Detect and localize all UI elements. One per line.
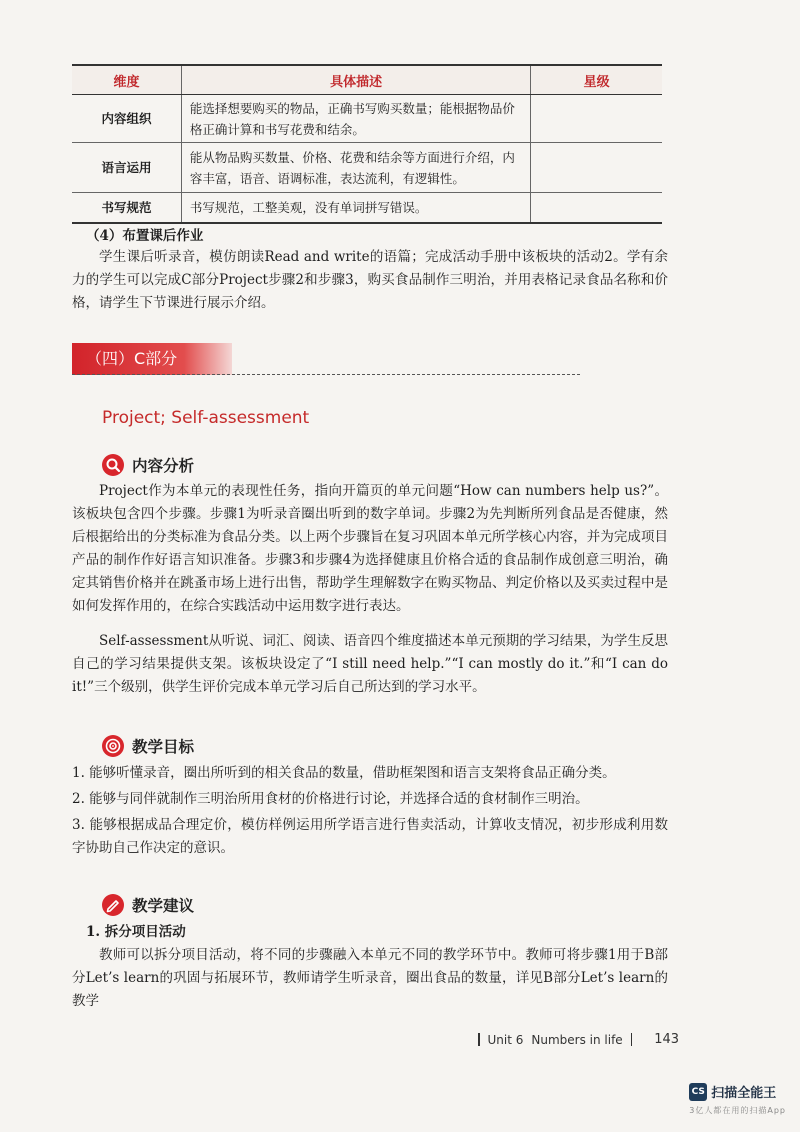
section-divider (72, 374, 580, 375)
homework-text: 学生课后听录音，模仿朗读Read and write的语篇；完成活动手册中该板块的活动2。学有余力的学生可以完成C部分Project步骤2和步骤3，购买食品制作三明治，并用表格记录食品名称和价格，请学生下节课进行展示介绍。 (72, 249, 668, 311)
search-icon (102, 454, 124, 476)
section-title: Project; Self-assessment (102, 408, 310, 428)
page-footer (478, 1032, 679, 1047)
suggestions-heading: 教学建议 (132, 897, 195, 915)
footer-title: Numbers in life (531, 1032, 623, 1047)
analysis-header (102, 452, 194, 478)
goals-heading: 教学目标 (132, 738, 195, 756)
footer-divider (631, 1033, 633, 1046)
suggestions-header (102, 892, 194, 918)
scanner-watermark (689, 1082, 786, 1116)
analysis-paragraph-2: Self-assessment从听说、词汇、阅读、语音四个维度描述本单元预期的学习结果，为学生反思自己的学习结果提供支架。该板块设定了“I still need help.”“I can mostly do it.”和“I can do it!”三个级别，供学生评价完成本单元学习后自己所达到的学习水平。 (72, 633, 668, 695)
table-cell-description: 书写规范，工整美观，没有单词拼写错误。 (181, 193, 530, 223)
analysis-paragraph-1: Project作为本单元的表现性任务，指向开篇页的单元问题“How can numbers help us?”。该板块包含四个步骤。步骤1为听录音圈出听到的数字单词。步骤2为先判断所列食品是否健康，然后根据给出的分类标准为食品分类。以上两个步骤旨在复习巩固本单元所学核心内容，并为完成项目产品的制作作好语言知识准备。步骤3和步骤4为选择健康且价格合适的食品制作成创意三明治，确定其销售价格并在跳蚤市场上进行出售，帮助学生理解数字在购买物品、判定价格以及买卖过程中是如何发挥作用的，在综合实践活动中运用数字进行表达。 (72, 483, 668, 614)
scanner-brand: 扫描全能王 (711, 1086, 777, 1101)
goals-header (102, 733, 194, 759)
footer-divider (478, 1033, 480, 1046)
table-cell-dimension: 书写规范 (72, 193, 181, 223)
scanner-logo-icon: CS (689, 1083, 707, 1101)
table-header-row (72, 65, 662, 95)
section-banner: （四）C部分 (72, 343, 232, 375)
table-cell-dimension: 内容组织 (72, 95, 181, 143)
homework-heading: （4）布置课后作业 (86, 228, 204, 244)
table-row (72, 143, 662, 193)
table-cell-dimension: 语言运用 (72, 143, 181, 193)
page-number: 143 (654, 1032, 680, 1047)
table-cell-stars (531, 95, 662, 143)
goal-item: 1. 能够听懂录音，圈出所听到的相关食品的数量，借助框架图和语言支架将食品正确分类。 (72, 765, 616, 781)
table-header-description: 具体描述 (181, 65, 530, 95)
table-cell-stars (531, 193, 662, 223)
table-row (72, 95, 662, 143)
table-header-stars: 星级 (531, 65, 662, 95)
goal-item: 3. 能够根据成品合理定价，模仿样例运用所学语言进行售卖活动，计算收支情况，初步形成利用数字协助自己作决定的意识。 (72, 817, 668, 856)
goal-item: 2. 能够与同伴就制作三明治所用食材的价格进行讨论，并选择合适的食材制作三明治。 (72, 791, 589, 807)
table-cell-stars (531, 143, 662, 193)
analysis-heading: 内容分析 (132, 457, 195, 475)
assessment-table (72, 64, 662, 224)
table-cell-description: 能从物品购买数量、价格、花费和结余等方面进行介绍，内容丰富，语音、语调标准，表达流利，有逻辑性。 (181, 143, 530, 193)
target-icon (102, 735, 124, 757)
table-row (72, 193, 662, 223)
suggestion-subheading: 1. 拆分项目活动 (86, 924, 186, 940)
table-cell-description: 能选择想要购买的物品，正确书写购买数量；能根据物品价格正确计算和书写花费和结余。 (181, 95, 530, 143)
table-header-dimension: 维度 (72, 65, 181, 95)
scanner-tagline: 3亿人都在用的扫描App (689, 1106, 786, 1115)
pen-icon (102, 894, 124, 916)
footer-unit: Unit 6 (487, 1032, 524, 1047)
suggestion-text: 教师可以拆分项目活动，将不同的步骤融入本单元不同的教学环节中。教师可将步骤1用于B部分Let’s learn的巩固与拓展环节，教师请学生听录音，圈出食品的数量，详见B部分Let’s learn的教学 (72, 947, 668, 1009)
